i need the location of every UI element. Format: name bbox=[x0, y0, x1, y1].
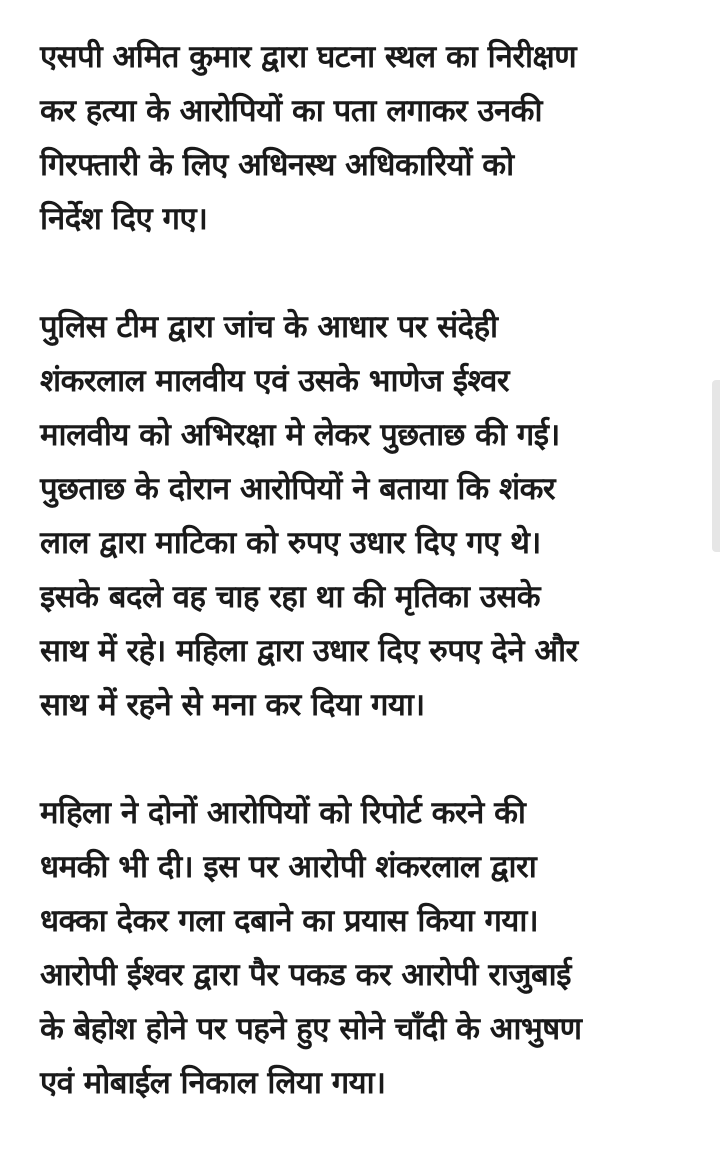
text-line: साथ में रहने से मना कर दिया गया। bbox=[40, 687, 425, 723]
text-line: कर हत्या के आरोपियों का पता लगाकर उनकी bbox=[40, 93, 542, 129]
text-line: मालवीय को अभिरक्षा मे लेकर पुछताछ की गई। bbox=[40, 417, 560, 453]
text-line: पुछताछ के दोरान आरोपियों ने बताया कि शंकर bbox=[40, 471, 556, 507]
text-line: पुलिस टीम द्वारा जांच के आधार पर संदेही bbox=[40, 309, 498, 345]
text-line: इसके बदले वह चाह रहा था की मृतिका उसके bbox=[40, 579, 541, 615]
paragraph-3 bbox=[40, 786, 710, 1110]
text-line: गिरफ्तारी के लिए अधिनस्थ अधिकारियों को bbox=[40, 147, 514, 183]
text-line: एसपी अमित कुमार द्वारा घटना स्थल का निरीक्षण bbox=[40, 39, 577, 75]
paragraph-1 bbox=[40, 30, 710, 246]
text-line: शंकरलाल मालवीय एवं उसके भाणेज ईश्वर bbox=[40, 363, 510, 399]
text-line: के बेहोश होने पर पहने हुए सोने चाँदी के आभुषण bbox=[40, 1011, 582, 1047]
text-line: महिला ने दोनों आरोपियों को रिपोर्ट करने की bbox=[40, 795, 526, 831]
text-line: धक्का देकर गला दबाने का प्रयास किया गया। bbox=[40, 903, 539, 939]
text-line: निर्देश दिए गए। bbox=[40, 201, 208, 237]
scrollbar-thumb[interactable] bbox=[712, 380, 720, 552]
text-line: एवं मोबाईल निकाल लिया गया। bbox=[40, 1065, 386, 1101]
text-line: आरोपी ईश्वर द्वारा पैर पकड कर आरोपी राजुबाई bbox=[40, 957, 571, 993]
article-body bbox=[40, 30, 710, 1110]
text-line: धमकी भी दी। इस पर आरोपी शंकरलाल द्वारा bbox=[40, 849, 537, 885]
text-line: साथ में रहे। महिला द्वारा उधार दिए रुपए देने और bbox=[40, 633, 578, 669]
text-line: लाल द्वारा माटिका को रुपए उधार दिए गए थे। bbox=[40, 525, 541, 561]
paragraph-2 bbox=[40, 300, 710, 732]
